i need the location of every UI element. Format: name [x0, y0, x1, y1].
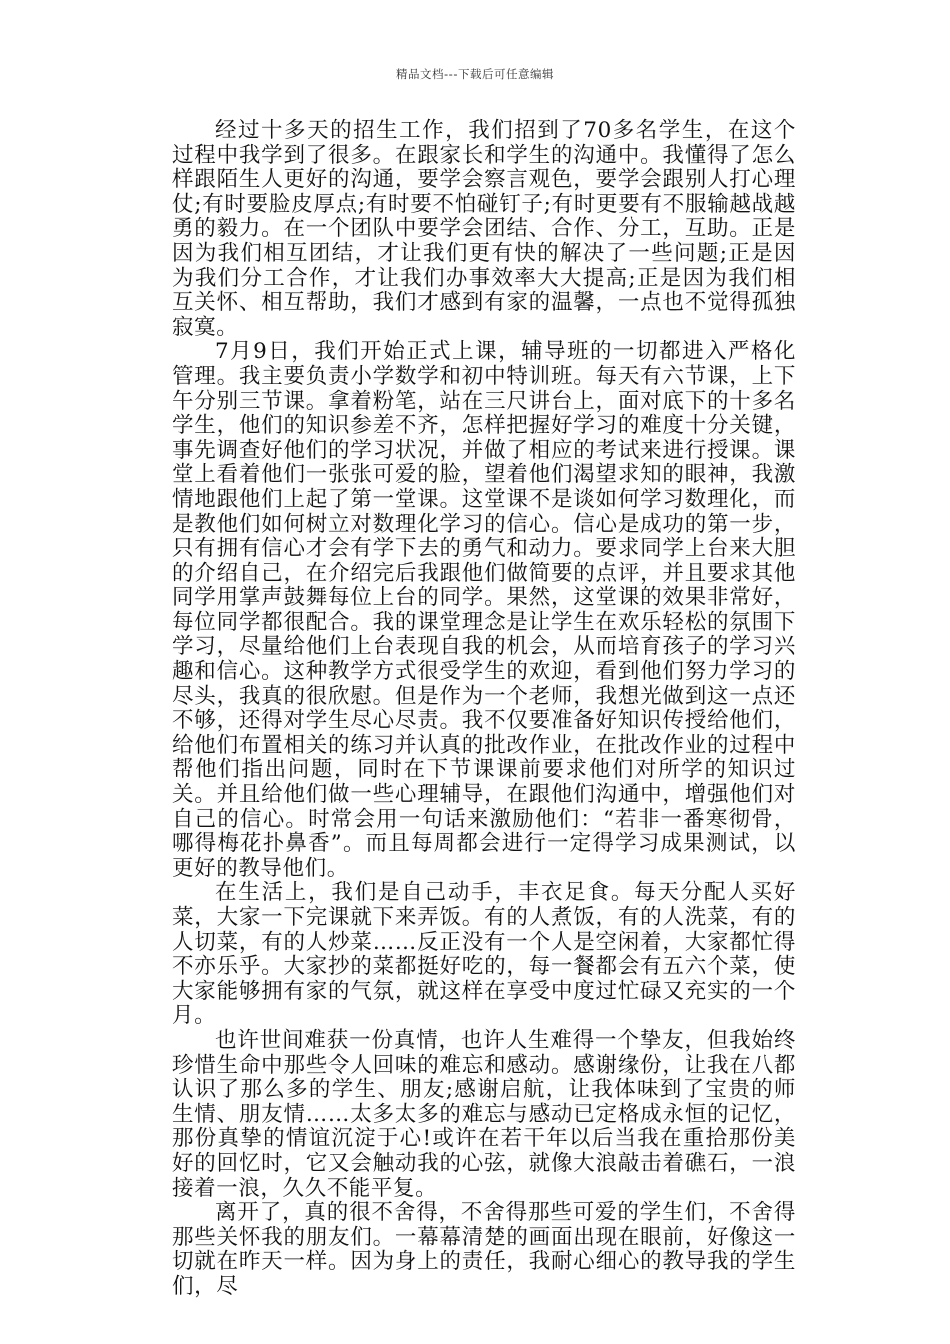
document-body	[172, 119, 796, 1300]
paragraph-daily-life: 在生活上，我们是自己动手，丰衣足食。每天分配人买好菜，大家一下完课就下来弄饭。有的人煮饭，有的人洗菜，有的人切菜，有的人炒菜……反正没有一个人是空闲着，大家都忙得不亦乐乎。大家抄的菜都挺好吃的，每一餐都会有五六个菜，使大家能够拥有家的气氛，就这样在享受中度过忙碌又充实的一个月。	[172, 880, 796, 1029]
paragraph-teaching: 7月9日，我们开始正式上课，辅导班的一切都进入严格化管理。我主要负责小学数学和初中特训班。每天有六节课，上下午分别三节课。拿着粉笔，站在三尺讲台上，面对底下的十多名学生，他们的知识参差不齐，怎样把握好学习的难度十分关键，事先调查好他们的学习状况，并做了相应的考试来进行授课。课堂上看着他们一张张可爱的脸，望着他们渴望求知的眼神，我激情地跟他们上起了第一堂课。这堂课不是谈如何学习数理化，而是教他们如何树立对数理化学习的信心。信心是成功的第一步，只有拥有信心才会有学下去的勇气和动力。要求同学上台来大胆的介绍自己，在介绍完后我跟他们做简要的点评，并且要求其他同学用掌声鼓舞每位上台的同学。果然，这堂课的效果非常好，每位同学都很配合。我的课堂理念是让学生在欢乐轻松的氛围下学习，尽量给他们上台表现自我的机会，从而培育孩子的学习兴趣和信心。这种教学方式很受学生的欢迎，看到他们努力学习的尽头，我真的很欣慰。但是作为一个老师，我想光做到这一点还不够，还得对学生尽心尽责。我不仅要准备好知识传授给他们，给他们布置相关的练习并认真的批改作业，在批改作业的过程中帮他们指出问题，同时在下节课课前要求他们对所学的知识过关。并且给他们做一些心理辅导，在跟他们沟通中，增强他们对自己的信心。时常会用一句话来激励他们：“若非一番寒彻骨，哪得梅花扑鼻香”。而且每周都会进行一定得学习成果测试，以更好的教导他们。	[172, 339, 796, 881]
paragraph-recruitment: 经过十多天的招生工作，我们招到了70多名学生，在这个过程中我学到了很多。在跟家长和学生的沟通中。我懂得了怎么样跟陌生人更好的沟通，要学会察言观色，要学会跟别人打心理仗;有时要脸皮厚点;有时要不怕碰钉子;有时更要有不服输越战越勇的毅力。在一个团队中要学会团结、合作、分工，互助。正是因为我们相互团结，才让我们更有快的解决了一些问题;正是因为我们分工合作，才让我们办事效率大大提高;正是因为我们相互关怀、相互帮助，我们才感到有家的温馨，一点也不觉得孤独寂寞。	[172, 118, 796, 340]
paragraph-farewell: 离开了，真的很不舍得，不舍得那些可爱的学生们，不舍得那些关怀我的朋友们。一幕幕清楚的画面出现在眼前，好像这一切就在昨天一样。因为身上的责任，我耐心细心的教导我的学生们，尽	[172, 1200, 796, 1299]
paragraph-gratitude: 也许世间难获一份真情，也许人生难得一个挚友，但我始终珍惜生命中那些令人回味的难忘和感动。感谢缘份，让我在八都认识了那么多的学生、朋友;感谢启航，让我体味到了宝贵的师生情、朋友情……太多太多的难忘与感动已定格成永恒的记忆，那份真挚的情谊沉淀于心!或许在若干年以后当我在重拾那份美好的回忆时，它又会触动我的心弦，就像大浪敲击着礁石，一浪接着一浪，久久不能平复。	[172, 1027, 796, 1201]
page-header: 精品文档---下载后可任意编辑	[396, 67, 554, 81]
